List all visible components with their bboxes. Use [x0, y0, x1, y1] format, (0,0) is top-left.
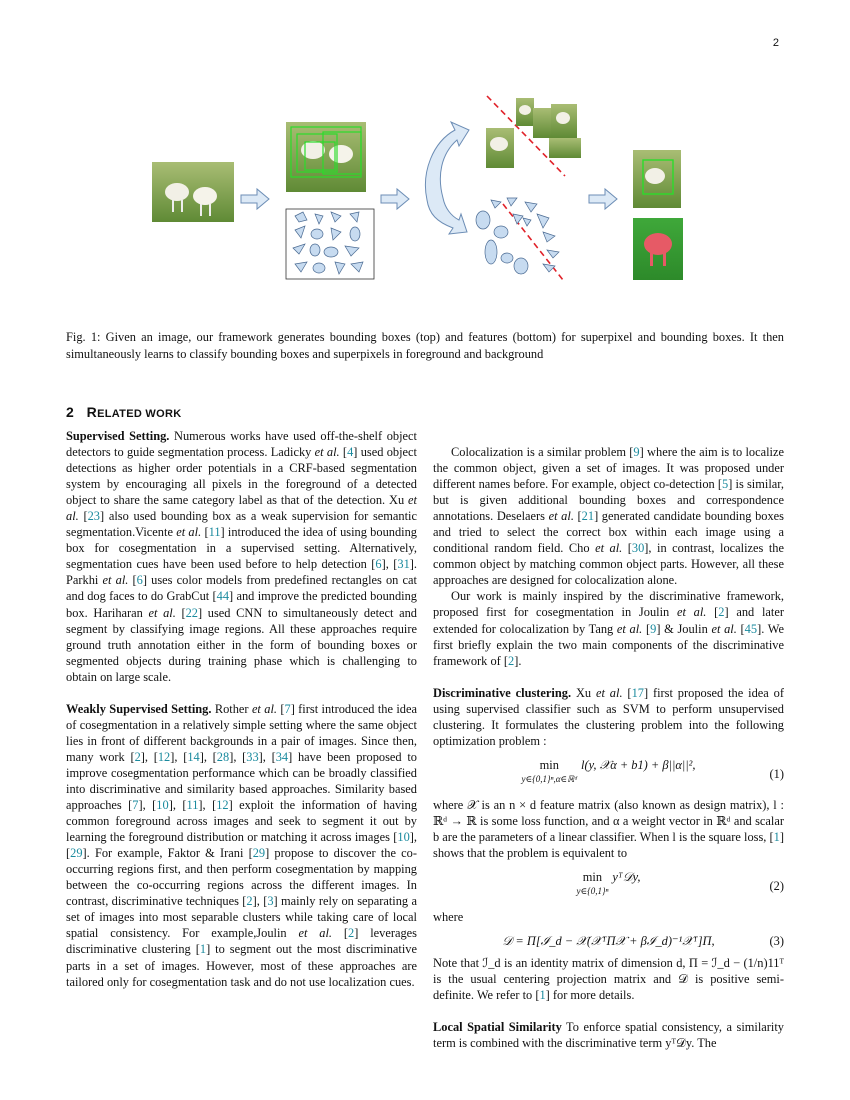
- citation-link[interactable]: 11: [208, 525, 221, 540]
- separator-line: [503, 204, 563, 280]
- paragraph-note: Note that ℐ_d is an identity matrix of dimension d, Π = ℐ_d − (1/n)11ᵀ is the usual centering projection matrix and 𝒟 is positive semi-definite. We refer to [1] for more details.: [433, 956, 784, 1003]
- citation-link[interactable]: 11: [186, 798, 199, 813]
- paragraph-supervised: Supervised Setting. Numerous works have used off-the-shelf object detectors to guide segmentation process. Ladicky et al. [4] used object detections as higher order potentials in a CRF-based segmentation system by encouraging all pixels in the foreground of a detected object to share the same category label as that of the detection. Xu et al. [23] also used bounding box as a weak supervision for semantic segmentation.Vicente et al. [11] introduced the idea of using bounding box for cosegmentation in a supervised setting. Alternatively, segmentation cues have been used before to help detection [6], [31]. Parkhi et al. [6] uses color models from predefined rectangles on cat and dog faces to do GrabCut [44] and improve the predicted bounding box. Hariharan et al. [22] used CNN to simultaneously detect and segment by classifying image regions. All these approaches require ground truth annotation either in the form of bounding boxes or segmented objects during training phase which is challenging to obtain on large scale.: [66, 429, 418, 684]
- right-arrow-icon: [241, 189, 269, 209]
- citation-link[interactable]: 45: [744, 621, 758, 636]
- citation-link[interactable]: 4: [347, 445, 354, 460]
- citation-link[interactable]: 7: [132, 798, 139, 813]
- equation-number: (2): [769, 879, 784, 894]
- right-arrow-icon: [589, 189, 617, 209]
- left-column: [66, 428, 417, 990]
- citation-link[interactable]: 1: [539, 988, 546, 1003]
- equation-number: (3): [769, 934, 784, 949]
- pipeline-figure: [145, 92, 705, 297]
- citation-link[interactable]: 2: [246, 894, 253, 909]
- citation-link[interactable]: 33: [246, 749, 259, 764]
- paragraph-local-spatial: Local Spatial Similarity To enforce spatial consistency, a similarity term is combined with the discriminative term yᵀ𝒟y. The: [433, 1020, 785, 1051]
- citation-link[interactable]: 23: [87, 509, 100, 524]
- equation-number: (1): [769, 766, 784, 781]
- citation-link[interactable]: 28: [216, 749, 230, 764]
- input-image: [152, 162, 234, 222]
- citation-link[interactable]: 2: [508, 653, 515, 668]
- equation-2: min y∈{0,1}ⁿ yᵀ𝒟y, (2): [576, 870, 784, 897]
- citation-link[interactable]: 44: [216, 589, 230, 604]
- split-arrow-icon: [425, 122, 469, 234]
- figure-caption: Fig. 1: Given an image, our framework generates bounding boxes (top) and features (bottom) for superpixel and bounding boxes. It then simultaneously learns to classify bounding boxes and superpixels in foreground and background: [66, 330, 784, 362]
- citation-link[interactable]: 2: [348, 926, 355, 941]
- equation-3: 𝒟 = Π[ℐ_d − 𝒳(𝒳ᵀΠ𝒳 + βℐ_d)⁻¹𝒳ᵀ]Π, (3): [502, 934, 784, 949]
- citation-link[interactable]: 7: [284, 701, 291, 716]
- output-bounding-box: [633, 150, 681, 208]
- section-heading: 2 RELATED WORK: [66, 404, 182, 420]
- citation-link[interactable]: 10: [397, 830, 410, 845]
- citation-link[interactable]: 2: [134, 749, 141, 764]
- paragraph-weakly-supervised: Weakly Supervised Setting. Rother et al. [7] first introduced the idea of cosegmentation in a relatively simple setting where the same object lies in front of different backgrounds in a pair of images. Since then, many work [2], [12], [14], [28], [33], [34] have been proposed to improve cosegmentation performance which can be broadly classified into discriminative and similarity based approaches. Similarity based approaches [7], [10], [11], [12] exploit the information of having common foreground across images and seek to segment it out by learning the foreground distribution or matching it across images [10], [29]. For example, Faktor & Irani [29] propose to discover the co-occurring regions first, and then perform cosegmentation by mapping between the co-occurring regions across the different images. In contrast, discriminative techniques [2], [3] mainly rely on separating a set of images into most separable clusters while taking care of local spatial consistency. For example,Joulin et al. [2] leverages discriminative clustering [1] to segment out the most discriminative parts in a set of images. However, most of these approaches are tailored only for cosegmentation task and do not use localization cues.: [66, 701, 418, 989]
- citation-link[interactable]: 21: [581, 509, 595, 524]
- bounding-box-crops: [486, 98, 581, 168]
- citation-link[interactable]: 12: [157, 749, 171, 764]
- citation-link[interactable]: 5: [722, 477, 729, 492]
- citation-link[interactable]: 29: [252, 846, 266, 861]
- citation-link[interactable]: 12: [216, 798, 229, 813]
- citation-link[interactable]: 3: [267, 894, 274, 909]
- citation-link[interactable]: 22: [185, 605, 198, 620]
- sheep-icon: [165, 183, 189, 201]
- citation-link[interactable]: 31: [397, 557, 410, 572]
- citation-link[interactable]: 9: [650, 621, 657, 636]
- paragraph-design-matrix: where 𝒳 is an n × d feature matrix (also known as design matrix), l : ℝᵈ → ℝ is some loss function, and α a weight vector in ℝᵈ and scalar b are the parameters of a linear classifier. When l is the square loss, [1] shows that the problem is equivalent to: [433, 797, 784, 860]
- citation-link[interactable]: 29: [70, 846, 83, 861]
- page-number: 2: [772, 37, 779, 49]
- right-arrow-icon: [381, 189, 409, 209]
- output-segmentation-mask: [633, 218, 683, 280]
- citation-link[interactable]: 34: [275, 749, 289, 764]
- right-column: [433, 444, 784, 1051]
- citation-link[interactable]: 14: [187, 749, 200, 764]
- paragraph-discriminative-clustering: Discriminative clustering. Xu et al. [17] first proposed the idea of using supervised classifier such as SVM to perform unsupervised clustering. It formulates the clustering problem into the following optimization problem :: [433, 685, 784, 748]
- citation-link[interactable]: 2: [718, 605, 725, 620]
- paragraph-inspiration: Our work is mainly inspired by the discriminative framework, proposed first for cosegmentation in Joulin et al. [2] and later extended for colocalization by Tang et al. [9] & Joulin et al. [45]. We first briefly explain the two main components of the discriminative framework of [2].: [433, 589, 784, 668]
- citation-link[interactable]: 1: [773, 829, 780, 844]
- split-superpixels: [476, 198, 559, 274]
- equation-1: min y∈{0,1}ⁿ,α∈ℝᵈ l(y, 𝒳α + b1) + β||α||², (1): [521, 757, 784, 784]
- citation-link[interactable]: 9: [633, 445, 640, 459]
- citation-link[interactable]: 6: [136, 573, 143, 588]
- sheep-icon: [193, 187, 217, 205]
- citation-link[interactable]: 10: [156, 798, 169, 813]
- citation-link[interactable]: 30: [631, 541, 645, 556]
- citation-link[interactable]: 1: [199, 942, 207, 957]
- paragraph-colocalization: Colocalization is a similar problem [9] where the aim is to localize the common object, given a set of images. It was proposed under different names before. For example, object co-detection [5] is similar, but is given additional bounding boxes and correspondence annotations. Deselaers et al. [21] generated candidate bounding boxes and tried to select the correct box within each image using a conditional random field. Cho et al. [30], in contrast, localizes the common object by matching common object parts. However, all these approaches are designed for colocalization alone.: [433, 445, 785, 588]
- paragraph-where: where: [433, 910, 464, 925]
- bounding-box-image: [286, 122, 366, 192]
- citation-link[interactable]: 6: [375, 557, 382, 572]
- citation-link[interactable]: 17: [631, 685, 644, 700]
- superpixel-features: [286, 209, 374, 279]
